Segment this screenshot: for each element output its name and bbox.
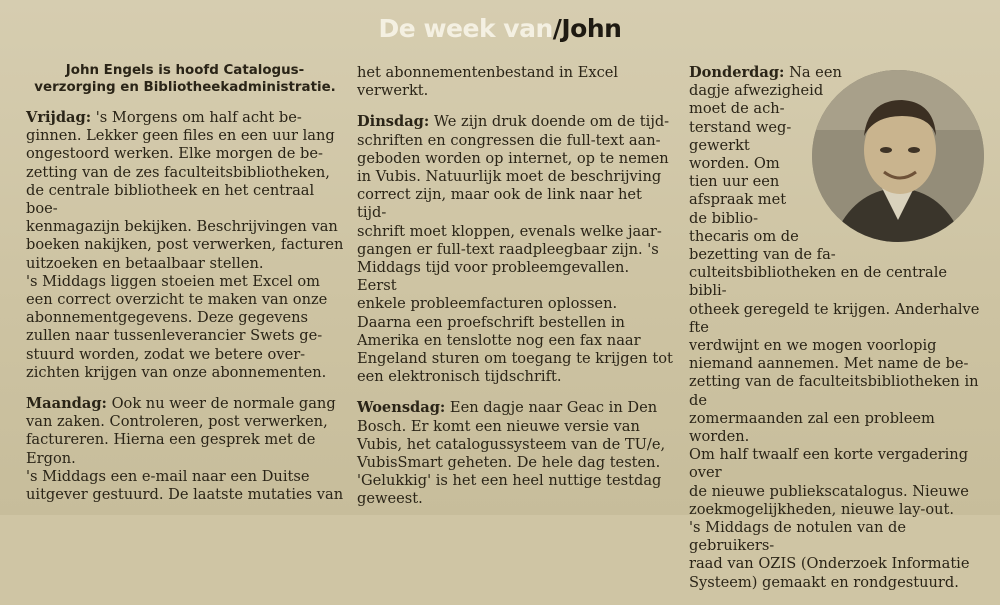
intro-heading (26, 62, 344, 96)
text-line: Amerika en tenslotte nog een fax naar (357, 331, 641, 349)
text-line: 's Middags de notulen van de gebruikers- (689, 519, 906, 555)
article-title (0, 14, 1000, 43)
text-line: 's Middags een e-mail naar een Duitse (26, 467, 310, 485)
text-line: Ook nu weer de normale gang (106, 395, 336, 413)
text-line: geweest. (357, 490, 423, 508)
text-line: de nieuwe publiekscatalogus. Nieuwe (689, 482, 969, 500)
text-line: de biblio- (689, 209, 759, 227)
text-line: uitgever gestuurd. De laatste mutaties van (26, 486, 344, 504)
title-part-2: /John (552, 14, 622, 43)
text-line: thecaris om de (689, 227, 799, 245)
day-label-dinsdag: Dinsdag: (357, 113, 430, 131)
day-label-maandag: Maandag: (26, 395, 107, 413)
text-line: VubisSmart geheten. De hele dag testen. (357, 454, 661, 472)
text-line: Na een (784, 64, 842, 81)
text-line: uitzoeken en betaalbaar stellen. (26, 254, 264, 272)
text-line: Vubis, het catalogussysteem van de TU/e, (357, 435, 666, 453)
intro-line: John Engels is hoofd Catalogus- (65, 63, 305, 78)
text-line: 's Morgens om half acht be- (91, 109, 302, 126)
text-line: Systeem) gemaakt en rondgestuurd. (689, 573, 959, 591)
text-line: worden. Om (689, 155, 780, 173)
text-line: Engeland sturen om toegang te krijgen tot (357, 350, 673, 368)
text-line: geboden worden op internet, op te nemen (357, 149, 669, 167)
text-line: kenmagazijn bekijken. Beschrijvingen van (26, 218, 338, 236)
text-line: stuurd worden, zodat we betere over- (26, 345, 306, 363)
text-line: het abonnementenbestand in Excel (357, 64, 619, 81)
paragraph-dinsdag (357, 113, 673, 386)
paragraph-continuation (357, 64, 673, 100)
text-line: enkele probleemfacturen oplossen. (357, 295, 618, 313)
text-line: schriften en congressen die full-text aan- (357, 131, 661, 149)
text-line: zetting van de zes faculteitsbibliotheken, (26, 163, 330, 181)
day-label-donderdag: Donderdag: (689, 64, 785, 81)
text-line: 's Middags liggen stoeien met Excel om (26, 272, 321, 290)
text-line: tien uur een (689, 173, 780, 191)
text-line: terstand weg- (689, 118, 792, 136)
text-line: afspraak met (689, 191, 787, 209)
text-line: boeken nakijken, post verwerken, facturen (26, 236, 344, 254)
paragraph-donderdag (689, 64, 987, 592)
text-line: raad van OZIS (Onderzoek Informatie (689, 555, 970, 573)
title-part-1: De week van (378, 14, 553, 43)
text-line: culteitsbibliotheken en de centrale bibli- (689, 264, 947, 300)
text-line: correct zijn, maar ook de link naar het tijd- (357, 186, 642, 222)
paragraph-woensdag (357, 399, 673, 508)
text-line: zullen naar tussenleverancier Swets ge- (26, 327, 323, 345)
text-line: in Vubis. Natuurlijk moet de beschrijving (357, 168, 662, 186)
text-line: gewerkt (689, 136, 750, 154)
text-line: van zaken. Controleren, post verwerken, (26, 413, 328, 431)
column-1 (26, 62, 344, 517)
text-line: Bosch. Er komt een nieuwe versie van (357, 417, 640, 435)
text-line: Middags tijd voor probleemgevallen. Eerst (357, 259, 630, 295)
paragraph-maandag (26, 395, 344, 504)
text-line: verwerkt. (357, 82, 429, 100)
text-line: We zijn druk doende om de tijd- (429, 113, 670, 131)
text-line: verdwijnt en we mogen voorlopig (689, 337, 937, 355)
text-line: 'Gelukkig' is het een heel nuttige testdag (357, 472, 662, 490)
day-label-woensdag: Woensdag: (357, 399, 446, 417)
text-line: factureren. Hierna een gesprek met de (26, 431, 316, 449)
paragraph-vrijdag (26, 109, 344, 382)
text-line: zichten krijgen van onze abonnementen. (26, 363, 327, 381)
text-line: abonnementgegevens. Deze gegevens (26, 309, 309, 327)
intro-line: verzorging en Bibliotheekadministratie. (34, 80, 336, 95)
text-line: bezetting van de fa- (689, 246, 836, 264)
text-line: niemand aannemen. Met name de be- (689, 355, 969, 373)
text-line: zetting van de faculteitsbibliotheken in de (689, 373, 979, 409)
text-line: dagje afwezigheid (689, 82, 824, 100)
text-line: Een dagje naar Geac in Den (445, 399, 658, 417)
day-label-vrijdag: Vrijdag: (26, 109, 92, 126)
column-3 (689, 64, 987, 605)
text-line: Ergon. (26, 449, 76, 467)
text-line: Om half twaalf een korte vergadering over (689, 446, 969, 482)
text-line: zomermaanden zal een probleem worden. (689, 409, 935, 446)
text-line: een correct overzicht te maken van onze (26, 291, 328, 309)
column-2 (357, 64, 673, 522)
text-line: otheek geregeld te krijgen. Anderhalve fte (689, 300, 980, 336)
text-line: ongestoord werken. Elke morgen de be- (26, 145, 323, 163)
text-line: zoekmogelijkheden, nieuwe lay-out. (689, 500, 955, 518)
text-line: schrift moet kloppen, evenals welke jaar- (357, 222, 662, 240)
text-line: gangen er full-text raadpleegbaar zijn. 's (357, 240, 659, 258)
text-line: de centrale bibliotheek en het centraal boe- (26, 181, 315, 218)
text-line: een elektronisch tijdschrift. (357, 368, 562, 386)
text-line: ginnen. Lekker geen files en een uur lang (26, 127, 335, 145)
text-line: Daarna een proefschrift bestellen in (357, 313, 625, 331)
text-line: moet de ach- (689, 100, 785, 118)
